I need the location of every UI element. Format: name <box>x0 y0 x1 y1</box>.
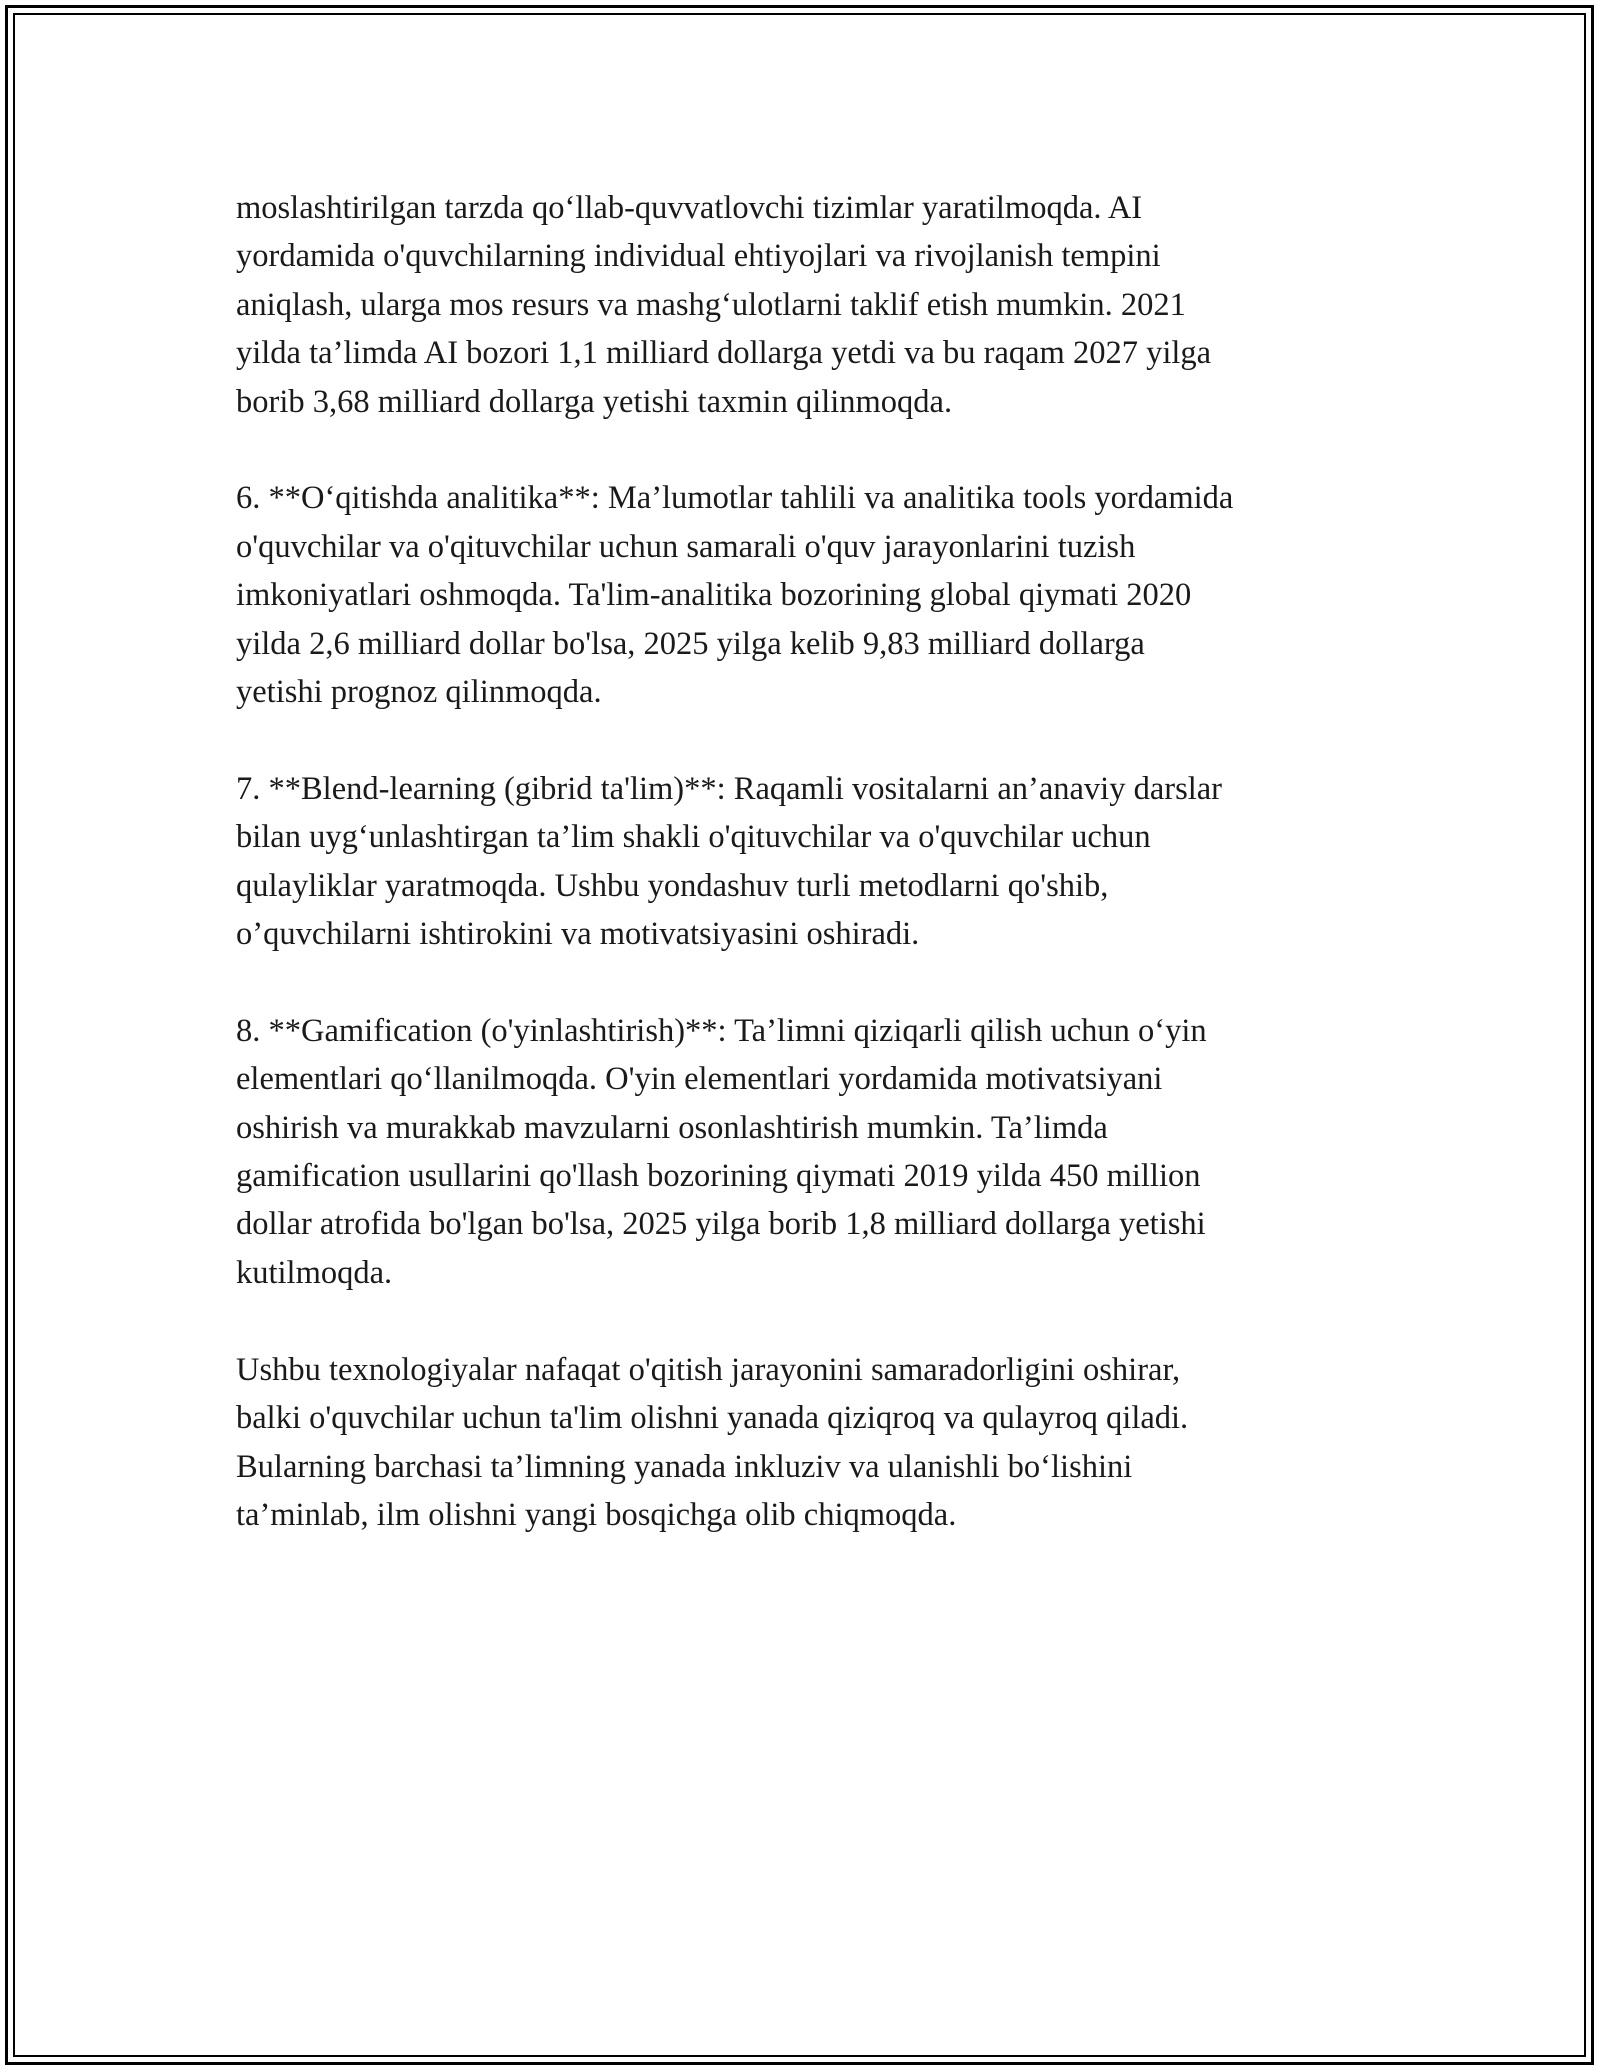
document-body <box>236 184 1386 1588</box>
text-line: 7. **Blend-learning (gibrid ta'lim)**: Raqamli vositalarni an’anaviy darslar <box>236 770 1222 807</box>
paragraph-conclusion <box>236 1346 1386 1540</box>
text-line: borib 3,68 milliard dollarga yetishi taxmin qilinmoqda. <box>236 383 953 420</box>
text-line: bilan uyg‘unlashtirgan ta’lim shakli o'qituvchilar va o'quvchilar uchun <box>236 819 1151 856</box>
paragraph-gamification <box>236 1007 1386 1297</box>
text-line: elementlari qo‘llanilmoqda. O'yin elementlari yordamida motivatsiyani <box>236 1061 1163 1098</box>
text-line: imkoniyatlari oshmoqda. Ta'lim-analitika bozorining global qiymati 2020 <box>236 577 1192 614</box>
text-line: o’quvchilarni ishtirokini va motivatsiyasini oshiradi. <box>236 916 920 953</box>
text-line: ta’minlab, ilm olishni yangi bosqichga olib chiqmoqda. <box>236 1496 957 1533</box>
text-line: gamification usullarini qo'llash bozorining qiymati 2019 yilda 450 million <box>236 1158 1201 1195</box>
text-line: aniqlash, ularga mos resurs va mashg‘ulotlarni taklif etish mumkin. 2021 <box>236 286 1186 323</box>
text-line: yilda ta’limda AI bozori 1,1 milliard dollarga yetdi va bu raqam 2027 yilga <box>236 335 1212 372</box>
text-line: oshirish va murakkab mavzularni osonlashtirish mumkin. Ta’limda <box>236 1109 1108 1146</box>
text-line: kutilmoqda. <box>236 1254 393 1291</box>
paragraph-ai-market <box>236 184 1386 426</box>
text-line: yordamida o'quvchilarning individual ehtiyojlari va rivojlanish tempini <box>236 238 1161 275</box>
text-line: 8. **Gamification (o'yinlashtirish)**: Ta’limni qiziqarli qilish uchun o‘yin <box>236 1012 1207 1049</box>
text-line: Bularning barchasi ta’limning yanada inkluziv va ulanishli bo‘lishini <box>236 1448 1133 1485</box>
text-line: balki o'quvchilar uchun ta'lim olishni yanada qiziqroq va qulayroq qiladi. <box>236 1400 1189 1437</box>
text-line: qulayliklar yaratmoqda. Ushbu yondashuv turli metodlarni qo'shib, <box>236 867 1109 904</box>
text-line: moslashtirilgan tarzda qo‘llab-quvvatlovchi tizimlar yaratilmoqda. AI <box>236 190 1143 226</box>
text-line: o'quvchilar va o'qituvchilar uchun samarali o'quv jarayonlarini tuzish <box>236 528 1136 565</box>
text-line: dollar atrofida bo'lgan bo'lsa, 2025 yilga borib 1,8 milliard dollarga yetishi <box>236 1206 1206 1243</box>
text-line: 6. **O‘qitishda analitika**: Ma’lumotlar tahlili va analitika tools yordamida <box>236 480 1234 517</box>
text-line: Ushbu texnologiyalar nafaqat o'qitish jarayonini samaradorligini oshirar, <box>236 1351 1181 1388</box>
paragraph-learning-analytics <box>236 474 1386 716</box>
text-line: yilda 2,6 milliard dollar bo'lsa, 2025 yilga kelib 9,83 milliard dollarga <box>236 625 1145 662</box>
text-line: yetishi prognoz qilinmoqda. <box>236 674 602 711</box>
paragraph-blended-learning <box>236 765 1386 959</box>
